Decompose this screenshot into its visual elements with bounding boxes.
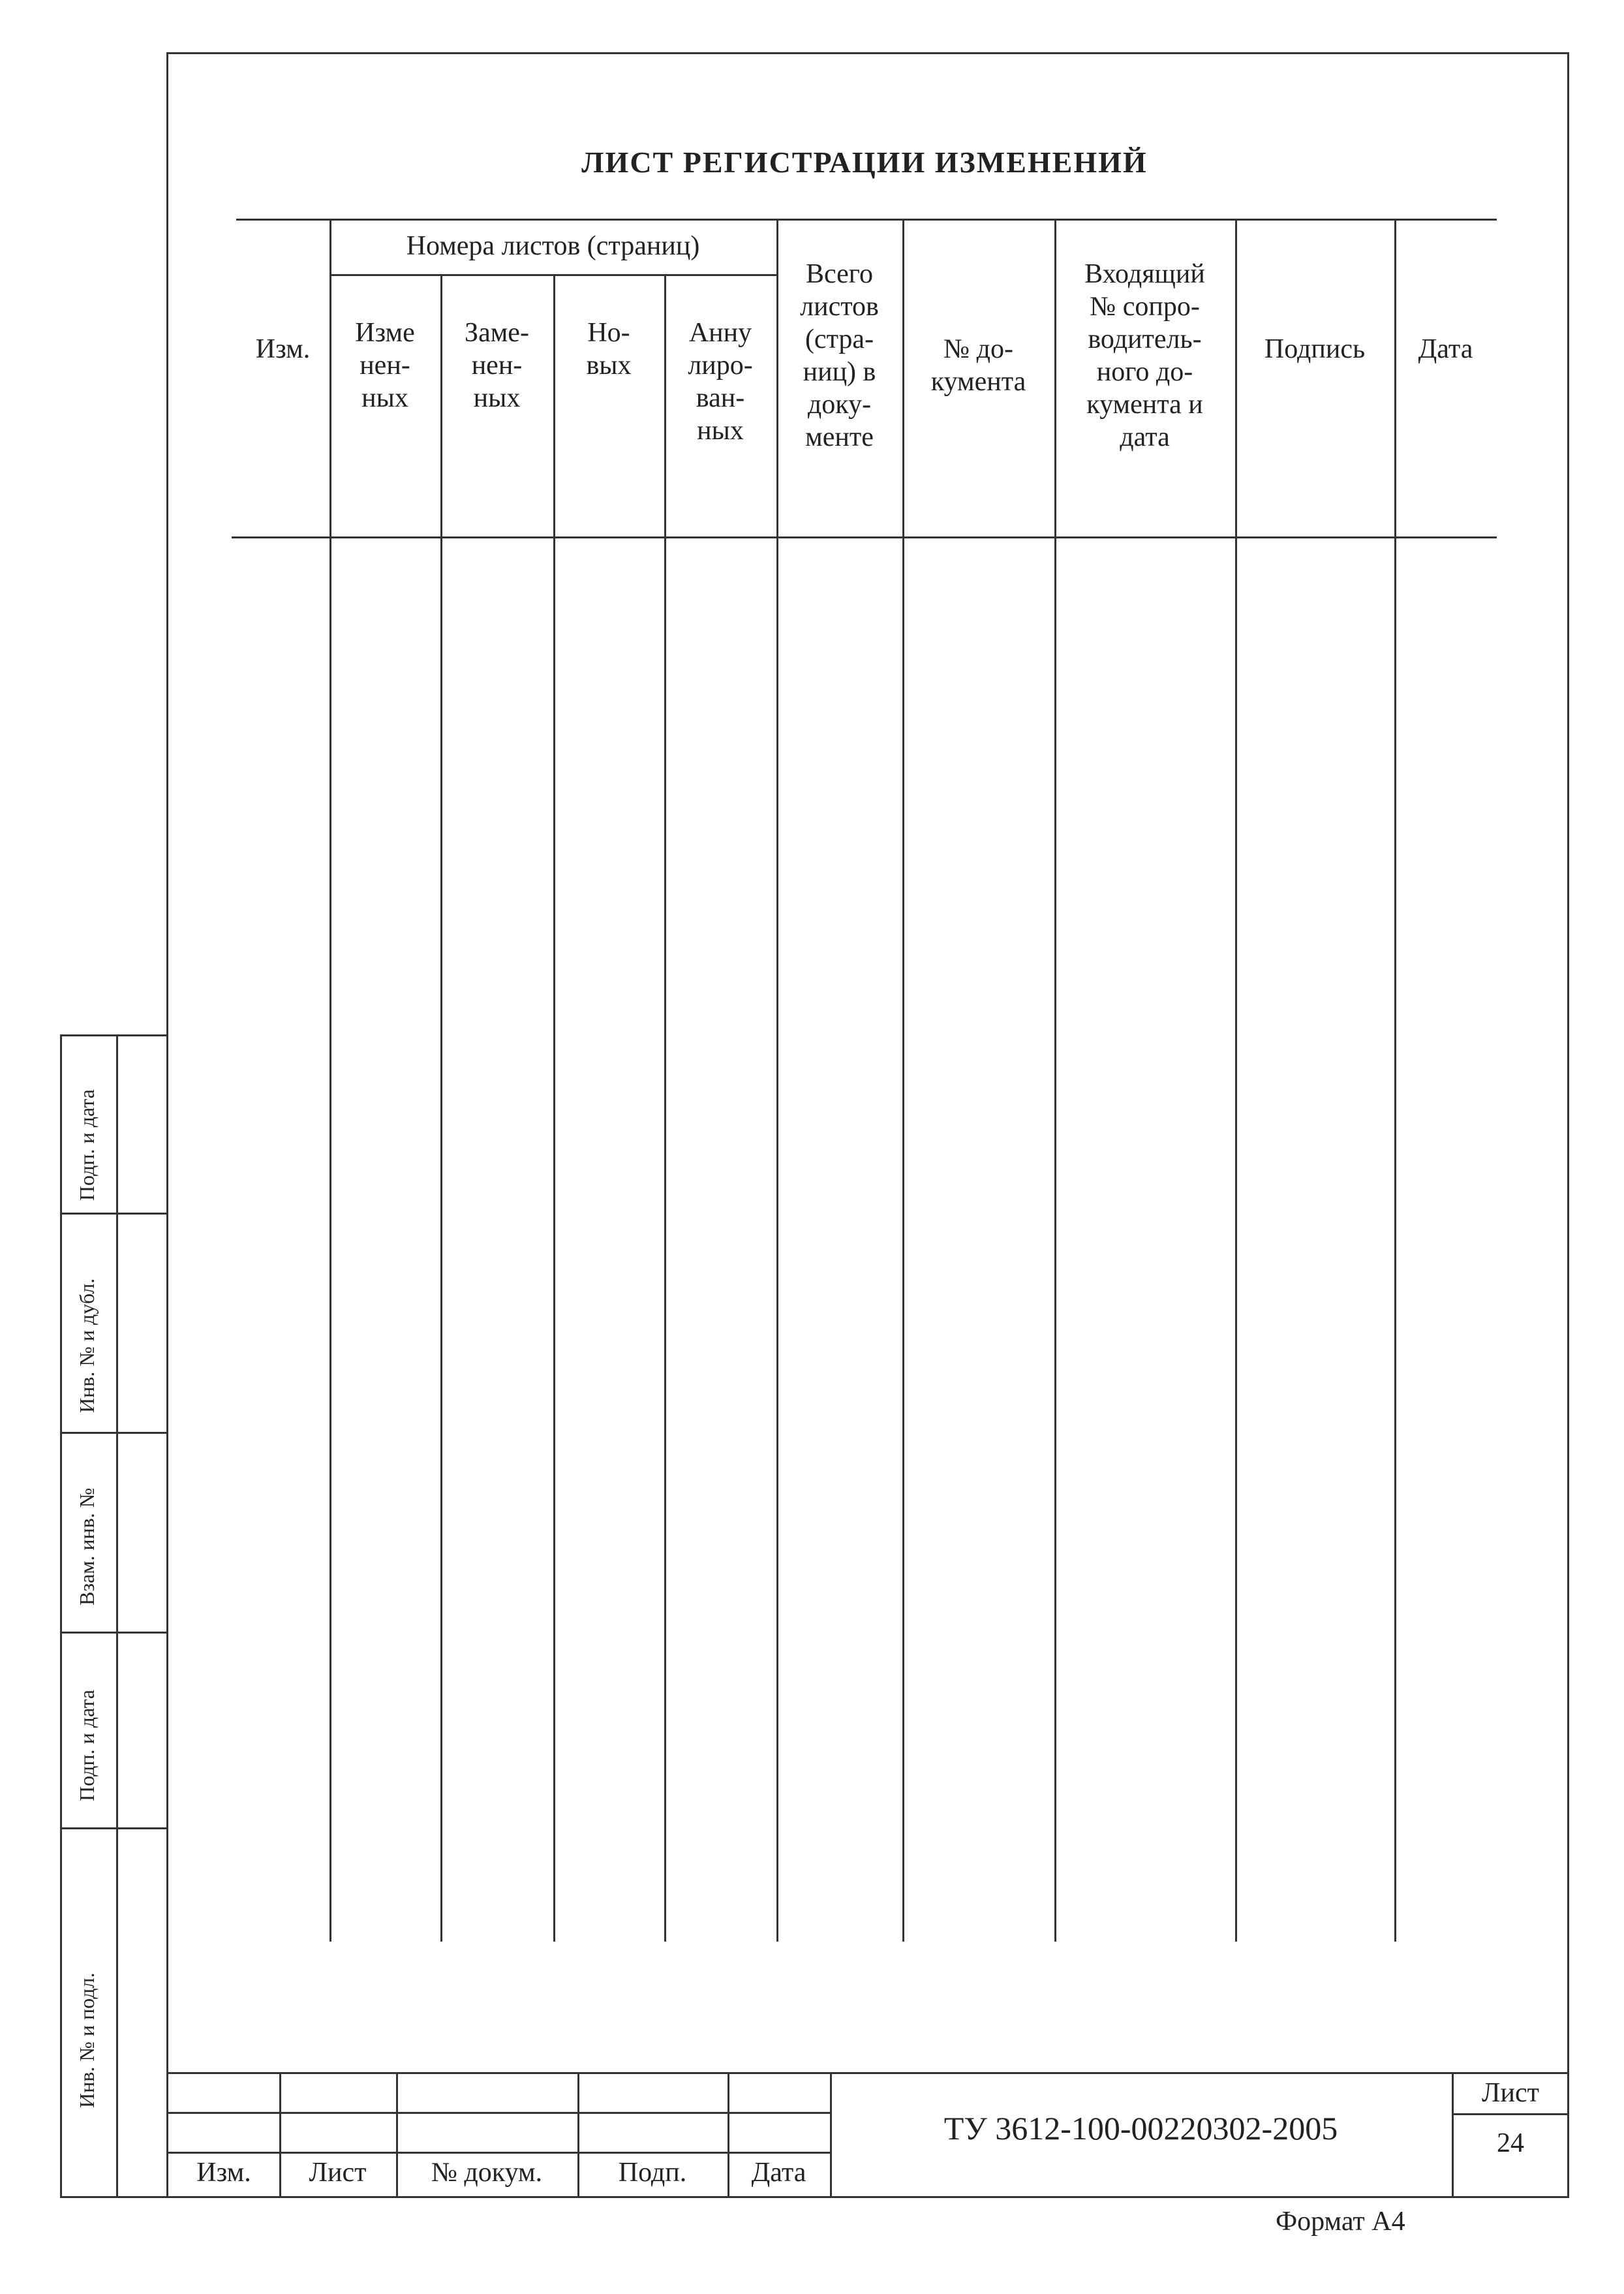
col-divider	[553, 274, 555, 1942]
side-strip-divider	[116, 1034, 118, 2198]
header-total: Всего листов (стра- ниц) в доку- менте	[800, 259, 879, 452]
sheet-number: 24	[1497, 2128, 1524, 2158]
document-designation: ТУ 3612-100-00220302-2005	[943, 2110, 1338, 2147]
stamp-top-line	[168, 2072, 1569, 2074]
stamp-label-izm: Изм.	[196, 2158, 251, 2188]
col-divider	[902, 219, 904, 1942]
side-label-inv-podl: Инв. № и подл.	[75, 1972, 99, 2108]
header-doc-no: № до- кумента	[930, 334, 1026, 397]
header-replaced: Заме- нен- ных	[465, 318, 529, 413]
header-izm: Изм.	[255, 334, 311, 364]
side-sep	[60, 1432, 168, 1434]
stamp-label-podp: Подп.	[618, 2158, 687, 2188]
header-group: Номера листов (страниц)	[406, 231, 700, 261]
stamp-label-list: Лист	[309, 2158, 367, 2188]
header-bottom-line	[232, 536, 1497, 538]
header-incoming: Входящий № сопро- водитель- ного до- кумента и дата	[1084, 259, 1205, 452]
side-label-inv-dubl: Инв. № и дубл.	[75, 1278, 99, 1413]
table-top-line	[236, 219, 1497, 221]
page-title: ЛИСТ РЕГИСТРАЦИИ ИЗМЕНЕНИЙ	[581, 146, 1148, 179]
sheet-label: Лист	[1482, 2078, 1539, 2108]
header-date: Дата	[1418, 334, 1473, 364]
side-label-podp-data-2: Подп. и дата	[75, 1690, 99, 1801]
header-annulled: Анну лиро- ван- ных	[688, 318, 753, 446]
col-divider	[1054, 219, 1056, 1942]
header-new: Но- вых	[586, 318, 632, 380]
header-signature: Подпись	[1264, 334, 1366, 364]
col-divider	[664, 274, 666, 1942]
stamp-row-line	[168, 2112, 832, 2114]
col-divider	[1394, 219, 1396, 1942]
format-label: Формат А4	[1276, 2207, 1405, 2237]
side-sep	[60, 1632, 168, 1634]
side-sep	[60, 1213, 168, 1215]
side-label-podp-data-1: Подп. и дата	[75, 1089, 99, 1201]
side-sep	[60, 1827, 168, 1829]
header-changed: Изме нен- ных	[355, 318, 415, 413]
stamp-label-doc: № докум.	[431, 2158, 543, 2188]
stamp-row-line	[168, 2152, 832, 2154]
side-label-vzam-inv: Взам. инв. №	[75, 1487, 99, 1605]
col-divider	[1235, 219, 1237, 1942]
col-divider	[440, 274, 442, 1942]
stamp-label-date: Дата	[751, 2158, 806, 2188]
col-divider	[329, 219, 331, 1942]
stamp-sheet-line	[1452, 2113, 1569, 2115]
col-divider	[776, 219, 778, 1942]
